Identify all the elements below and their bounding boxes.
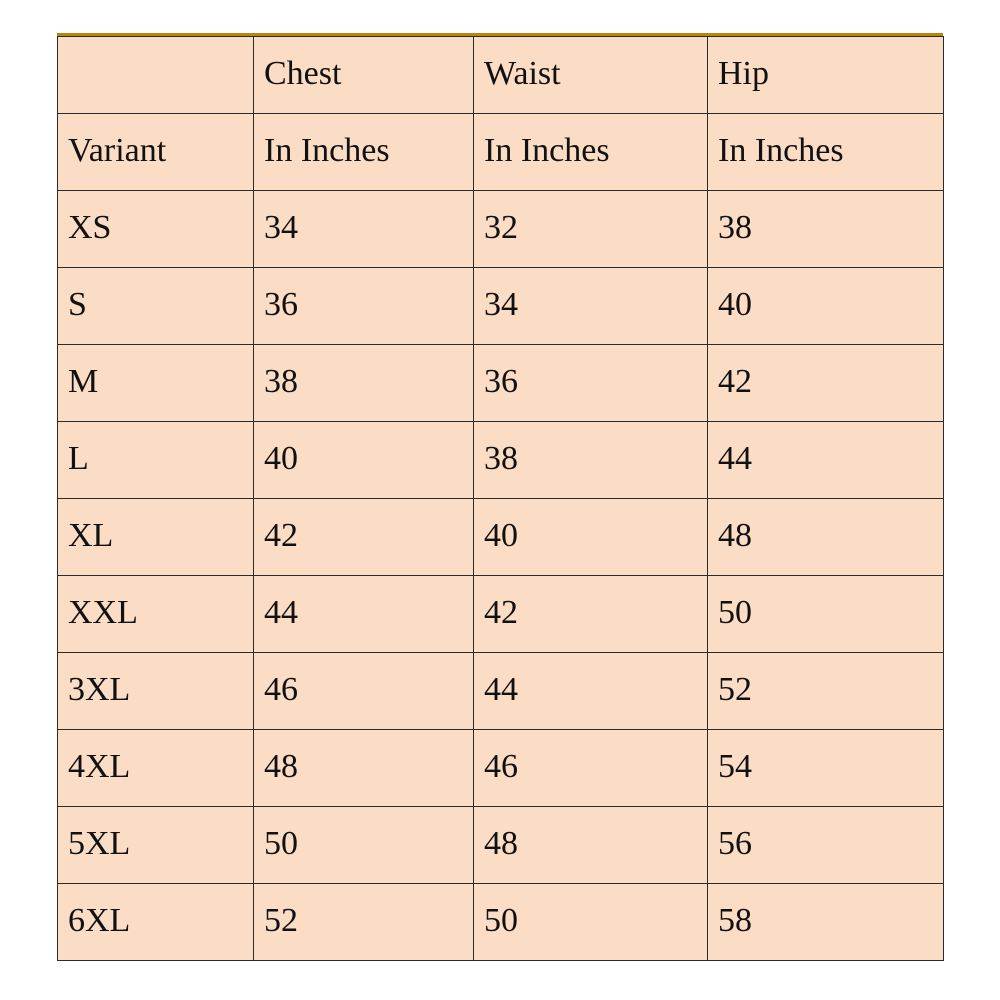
cell-variant: S: [58, 268, 254, 345]
cell-hip: 56: [708, 807, 944, 884]
cell-variant: XS: [58, 191, 254, 268]
table-row: [58, 576, 944, 653]
cell-waist: 32: [474, 191, 708, 268]
cell-chest: 44: [254, 576, 474, 653]
cell-hip: 50: [708, 576, 944, 653]
cell-variant: 3XL: [58, 653, 254, 730]
cell-hip: 38: [708, 191, 944, 268]
size-chart-table-wrapper: [57, 36, 943, 961]
cell-waist: 40: [474, 499, 708, 576]
table-row: [58, 730, 944, 807]
cell-chest: 52: [254, 884, 474, 961]
cell-hip: 42: [708, 345, 944, 422]
cell-variant: M: [58, 345, 254, 422]
table-row: [58, 268, 944, 345]
header-cell-hip-unit: In Inches: [708, 114, 944, 191]
cell-chest: 42: [254, 499, 474, 576]
size-chart-table: [57, 36, 944, 961]
table-row: [58, 345, 944, 422]
cell-waist: 48: [474, 807, 708, 884]
table-row: [58, 884, 944, 961]
cell-waist: 50: [474, 884, 708, 961]
header-cell-variant: Variant: [58, 114, 254, 191]
header-cell-hip: Hip: [708, 37, 944, 114]
header-cell-waist-unit: In Inches: [474, 114, 708, 191]
cell-chest: 34: [254, 191, 474, 268]
cell-variant: XL: [58, 499, 254, 576]
cell-variant: 6XL: [58, 884, 254, 961]
table-row: [58, 422, 944, 499]
header-cell-empty: [58, 37, 254, 114]
table-row: [58, 191, 944, 268]
cell-chest: 36: [254, 268, 474, 345]
cell-waist: 42: [474, 576, 708, 653]
cell-waist: 36: [474, 345, 708, 422]
cell-hip: 58: [708, 884, 944, 961]
cell-chest: 48: [254, 730, 474, 807]
header-cell-waist: Waist: [474, 37, 708, 114]
header-cell-chest: Chest: [254, 37, 474, 114]
table-row: [58, 807, 944, 884]
cell-hip: 40: [708, 268, 944, 345]
cell-chest: 46: [254, 653, 474, 730]
cell-hip: 48: [708, 499, 944, 576]
cell-hip: 44: [708, 422, 944, 499]
cell-waist: 38: [474, 422, 708, 499]
cell-waist: 34: [474, 268, 708, 345]
header-cell-chest-unit: In Inches: [254, 114, 474, 191]
cell-waist: 46: [474, 730, 708, 807]
cell-hip: 54: [708, 730, 944, 807]
cell-variant: L: [58, 422, 254, 499]
cell-variant: XXL: [58, 576, 254, 653]
cell-waist: 44: [474, 653, 708, 730]
cell-variant: 4XL: [58, 730, 254, 807]
cell-chest: 40: [254, 422, 474, 499]
table-row: [58, 499, 944, 576]
table-header-row-units: [58, 114, 944, 191]
table-row: [58, 653, 944, 730]
cell-hip: 52: [708, 653, 944, 730]
cell-chest: 38: [254, 345, 474, 422]
table-header-row-measurements: [58, 37, 944, 114]
cell-chest: 50: [254, 807, 474, 884]
cell-variant: 5XL: [58, 807, 254, 884]
